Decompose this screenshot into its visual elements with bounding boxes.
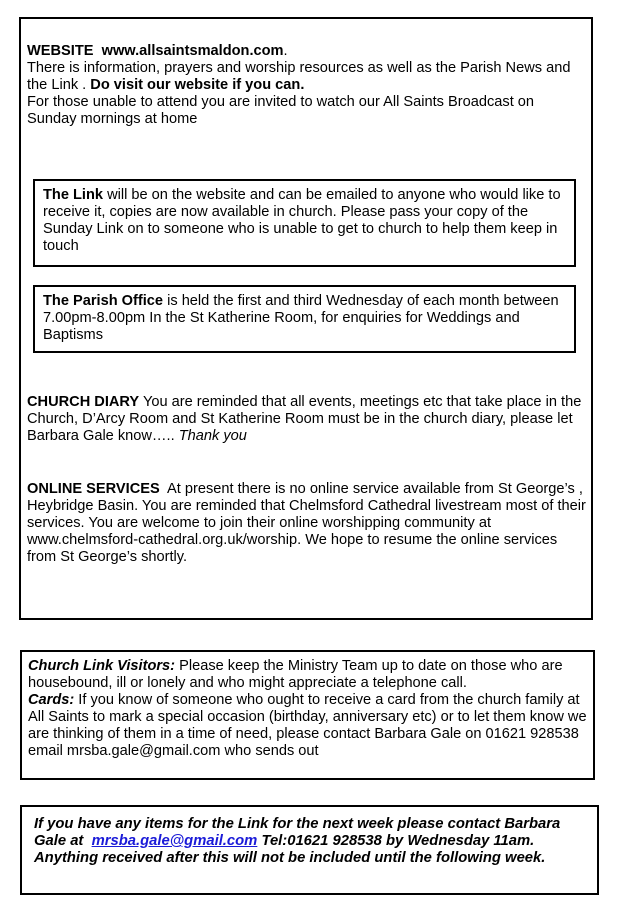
online-text: At present there is no online service available from St George’s , Heybridge Basin. You are reminded that Chelmsford Cathedral livestream most of their services. You are welcome to join their online worshipping community at www.chelmsford-cathedral.org.uk/worship. We hope to resume the online services from St George’s shortly. [27, 481, 586, 565]
website-line1: There is information, prayers and worship resources as well as the Parish News and the Link . [27, 60, 571, 93]
main-notice-box [19, 17, 593, 620]
website-line2: For those unable to attend you are invited to watch our All Saints Broadcast on Sunday mornings at home [27, 94, 535, 127]
diary-text: You are reminded that all events, meetings etc that take place in the Church, D’Arcy Room and St Katherine Room must be in the church diary, please let Barbara Gale know….. [27, 394, 582, 444]
cards-text: If you know of someone who ought to receive a card from the church family at All Saints to mark a special occasion (birthday, anniversary etc) or to let them know we are thinking of them in a time of need, please contact Barbara Gale on 01621 928538 email mrsba.gale@gmail.com who sends out [28, 692, 587, 759]
visitors-text: Please keep the Ministry Team up to date on those who are housebound, ill or lonely and who might appreciate a telephone call. [28, 658, 563, 691]
footer-line1: If you have any items for the Link for the next week please contact Barbara Gale at [34, 816, 561, 849]
office-text: is held the first and third Wednesday of each month between 7.00pm-8.00pm In the St Katherine Room, for enquiries for Weddings and Baptisms [43, 293, 559, 343]
diary-title: CHURCH DIARY [27, 394, 140, 410]
visitors-title: Church Link Visitors: [28, 658, 176, 674]
footer-line2: Anything received after this will not be included until the following week. [34, 850, 546, 866]
online-title: ONLINE SERVICES [27, 481, 160, 497]
office-title: The Parish Office [43, 293, 164, 309]
footer-content [34, 816, 593, 867]
footer-line1-end: Tel:01621 928538 by Wednesday 11am. [261, 833, 535, 849]
cards-title: Cards: [28, 692, 75, 708]
online-services-section [27, 481, 587, 566]
church-diary-section [27, 394, 587, 445]
website-section: WEBSITE www.allsaintsmaldon.com. There is information, prayers and worship resources as well as the Parish News and the Link . Do visit our website if you can. For those unable to attend you are invited to watch our All Saints Broadcast on Sunday mornings at home [27, 43, 571, 127]
link-box [33, 179, 576, 267]
link-text: will be on the website and can be emailed to anyone who would like to receive it, copies are now available in church. Please pass your copy of the Sunday Link on to someone who is unable to get to church to help them keep in touch [43, 187, 561, 254]
website-label: WEBSITE [27, 43, 94, 59]
website-url[interactable]: www.allsaintsmaldon.com [101, 43, 284, 59]
visitors-box [20, 650, 595, 780]
website-cta: Do visit our website if you can. [90, 77, 305, 93]
diary-thanks: Thank you [178, 428, 247, 444]
parish-office-box [33, 285, 576, 353]
visitors-content [28, 658, 589, 760]
footer-email-link[interactable]: mrsba.gale@gmail.com [91, 833, 258, 849]
link-title: The Link [43, 187, 103, 203]
footer-box [20, 805, 599, 895]
